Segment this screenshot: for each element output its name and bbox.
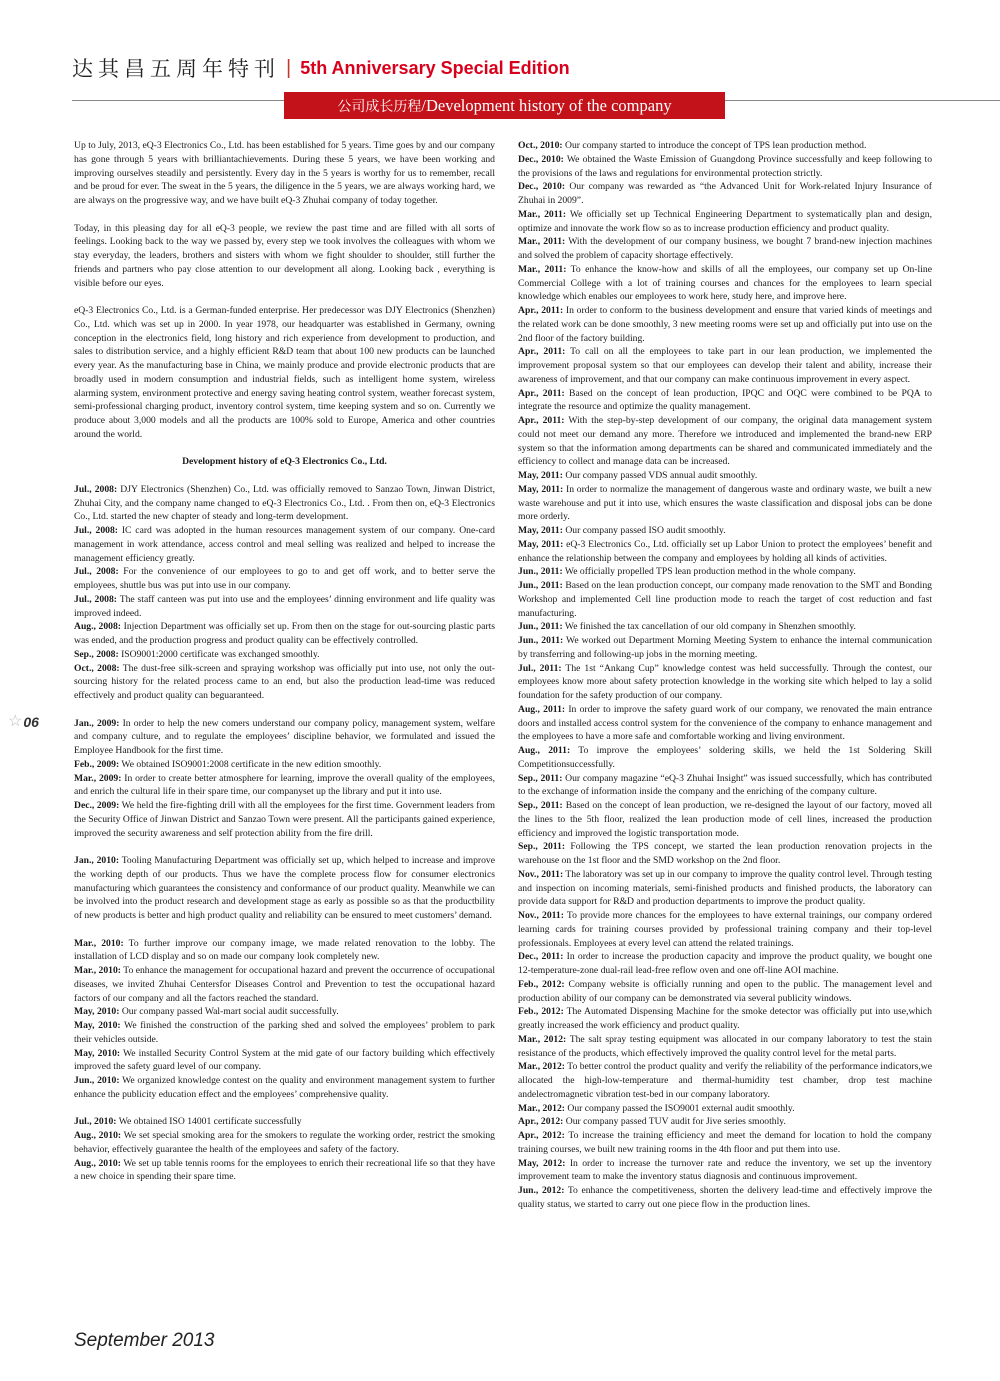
- right-column: [518, 139, 932, 1212]
- history-entry: [518, 524, 932, 538]
- history-entry: [74, 662, 495, 703]
- history-entry: [74, 964, 495, 1005]
- group-spacer: [74, 840, 495, 854]
- history-entry: [74, 717, 495, 758]
- history-entry: [518, 840, 932, 868]
- entry-text: eQ-3 Electronics Co., Ltd. officially set up Labor Union to protect the employees’ benefit and enhance the relationship between the company and employees by holding all kinds of activities.: [518, 538, 932, 564]
- entry-text: The laboratory was set up in our company to improve the quality control level. Through testing and inspection on incoming materials, semi-finished products and finished products, the laboratory can provide data support for R&D and production departments to improve the product quality.: [518, 868, 932, 908]
- entry-text: We set special smoking area for the smokers to regulate the working order, restrict the smoking behavior, effectively guarantee the health of the employees and safety of the factory.: [74, 1130, 495, 1155]
- history-entry: [74, 483, 495, 524]
- entry-date: Jul., 2008:: [74, 593, 117, 605]
- entry-date: Mar., 2011:: [518, 263, 567, 275]
- entry-date: May, 2012:: [518, 1157, 566, 1169]
- entry-date: Mar., 2010:: [74, 937, 124, 949]
- page-number: 06: [23, 714, 39, 730]
- entry-text: We held the fire-fighting drill with all the employees for the first time. Government leaders from the Security Office of Jinwan District and Sanzao Town were present. All the participants gained experience, improved the security awareness and self protection ability from the fire drill.: [74, 800, 496, 839]
- entry-text: DJY Electronics (Shenzhen) Co., Ltd. was officially removed to Sanzao Town, Jinwan District, Zhuhai City, and the company name changed to eQ-3 Electronics Co., Ltd. . From then on, eQ-3 Electronics Co., Ltd. started the new chapter of steady and long-term development.: [74, 483, 495, 523]
- entry-date: May, 2011:: [518, 470, 563, 481]
- page-number-marker: [8, 714, 39, 730]
- entry-date: Feb., 2012:: [518, 1006, 564, 1018]
- entry-text: To enhance the know-how and skills of all the employees, our company set up On-line Commercial College with a lot of training courses and chances for the employees to learn special knowledge which enables our employees to work here, study here, and improve here.: [518, 263, 932, 303]
- entry-text: We worked out Department Morning Meeting System to enhance the internal communication by transferring and following-up jobs in the morning meeting.: [518, 635, 933, 660]
- history-entry: [518, 1184, 932, 1212]
- entry-date: Mar., 2011:: [518, 208, 567, 220]
- history-entry: [74, 620, 495, 648]
- entry-date: Sep., 2008:: [74, 648, 119, 660]
- history-entry: [518, 304, 932, 345]
- entry-text: Based on the concept of lean production, IPQC and OQC were combined to be PQA to integrate the resource and optimize the quality management.: [518, 387, 932, 413]
- history-entry: [518, 469, 932, 483]
- history-entry: [518, 235, 932, 263]
- group-spacer: [74, 923, 495, 937]
- entry-text: The 1st “Ankang Cup” knowledge contest was held successfully. Through the contest, our employees know more about safety protection knowledge in the working site which helped to lay a solid foundation for the safety production of our company.: [518, 662, 932, 701]
- intro-paragraph: Up to July, 2013, eQ-3 Electronics Co., Ltd. has been established for 5 years. Time goes by and our company has gone through 5 years with brilliantachievements. During these 5 years, we have been working and improving ourselves steadily and persistently. Every day in the 5 years is worthy for us to remember, recall and be proud for ever. The sweat in the 5 years, the diligence in the 5 years, we are always working hard, we are always on the progressive way, and we have built eQ-3 Zhuhai company of today together.: [74, 140, 495, 206]
- entry-date: Jul., 2010:: [74, 1116, 117, 1128]
- entry-date: Jul., 2008:: [74, 483, 118, 495]
- group-spacer: [74, 703, 495, 717]
- history-entry: [74, 1157, 495, 1185]
- entry-text: We obtained the Waste Emission of Guangdong Province successfully and keep following to the provisions of the laws and regulations for environmental protection strictly.: [518, 153, 933, 179]
- history-entry: [74, 799, 495, 840]
- entry-date: May, 2010:: [74, 1047, 121, 1059]
- history-entry: [74, 1005, 495, 1019]
- entry-text: The Automated Dispensing Machine for the smoke detector was officially put into use,which greatly increased the work efficiency and product quality.: [518, 1006, 932, 1031]
- entry-date: May, 2010:: [74, 1020, 121, 1031]
- entry-text: To increase the training efficiency and meet the demand for location to hold the company training courses, we built new training rooms in the 4th floor and put them into use.: [518, 1130, 932, 1155]
- entry-text: We finished the tax cancellation of our old company in Shenzhen smoothly.: [562, 621, 856, 633]
- entry-text: Company website is officially running and open to the public. The management level and production ability of our company can be demonstrated via several publicity windows.: [518, 978, 932, 1004]
- history-entry: [74, 758, 495, 772]
- chinese-title: 达其昌五周年特刊: [72, 57, 280, 81]
- entry-date: Apr., 2012:: [518, 1116, 564, 1128]
- history-entry: [518, 153, 932, 181]
- history-entry: [74, 1129, 495, 1157]
- entry-date: Dec., 2009:: [74, 800, 120, 811]
- entry-date: Jul., 2008:: [74, 525, 118, 536]
- entry-date: Oct., 2010:: [518, 140, 563, 151]
- entry-text: In order to improve the safety guard work of our company, we renovated the main entrance doors and installed access control system for the convenience of the company to enhance management and the employees to have a more safe and comfortable working and living environment.: [518, 703, 933, 743]
- entry-text: The staff canteen was put into use and the employees’ dinning environment and life quality was improved indeed.: [74, 593, 496, 619]
- history-entry: [518, 565, 932, 579]
- entry-date: May, 2011:: [518, 538, 564, 550]
- history-entry: [518, 1102, 932, 1116]
- history-entry: [518, 208, 932, 236]
- entry-date: Mar., 2012:: [518, 1102, 565, 1114]
- entry-date: Jun., 2012:: [518, 1185, 565, 1196]
- entry-text: With the step-by-step development of our company, the original data management system could not meet our demand any more. Therefore we introduced and implemented the brand-new ERP system so that the information among departments can be shared and communicated immediately and the efficiency to collect and manage data can be increased.: [518, 415, 932, 468]
- history-entry: [518, 414, 932, 469]
- section-title-cn: 公司成长历程: [337, 98, 422, 115]
- history-entry: [518, 139, 932, 153]
- entry-text: To enhance the management for occupational hazard and prevent the occurrence of occupational diseases, we invited Zhuhai Centersfor Diseases Control and Prevention to test the occupational hazard factors of our company and all the factors reached the standard.: [74, 965, 495, 1004]
- history-entry: [74, 593, 495, 621]
- history-entry: [74, 1115, 495, 1129]
- history-entries-left: [74, 483, 495, 1184]
- section-title-slash: /: [421, 95, 426, 115]
- history-entry: [518, 345, 932, 386]
- page-header: [72, 52, 570, 84]
- entry-date: Mar., 2009:: [74, 772, 122, 784]
- title-separator: |: [286, 56, 292, 79]
- entry-date: Nov., 2011:: [518, 868, 564, 880]
- entry-text: To enhance the competitiveness, shorten the delivery lead-time and effectively improve the quality status, we started to carry out one piece flow in the production lines.: [518, 1185, 932, 1210]
- entry-text: We officially propelled TPS lean production method in the whole company.: [562, 566, 856, 578]
- section-title-en: Development history of the company: [425, 95, 672, 115]
- history-entry: [518, 1129, 932, 1157]
- entry-date: Feb., 2009:: [74, 758, 120, 770]
- entry-date: Aug., 2011:: [518, 703, 566, 715]
- entry-text: The dust-free silk-screen and spraying workshop was officially put into use, not only the out-sourcing history for the related process came to an end, but also the production lead-time was reduced effectively and product quality can beguaranteed.: [74, 662, 496, 701]
- entry-text: We organized knowledge contest on the quality and environment management system to further enhance the publicity education effect and the employees’ comprehensive quality.: [74, 1075, 495, 1100]
- entry-text: In order to increase the production capacity and improve the product quality, we bought one 12-temperature-zone dual-rail lead-free reflow oven and one off-line AOI machine.: [518, 951, 933, 976]
- entry-text: We installed Security Control System at the mid gate of our factory building which effectively improved the safety guard level of our company.: [74, 1047, 495, 1073]
- entry-date: Jul., 2008:: [74, 566, 119, 578]
- entry-date: Mar., 2012:: [518, 1061, 565, 1073]
- entry-date: Jul., 2011:: [518, 662, 562, 674]
- history-entry: [518, 1060, 932, 1101]
- history-entry: [74, 1019, 495, 1047]
- entry-text: Our company passed Wal-mart social audit successfully.: [119, 1006, 339, 1018]
- entry-text: To better control the product quality and verify the reliability of the performance indicators,we allocated the high-low-temperature and thermal-humidity test chamber, drop test machine andelectromagnetic vibration test-bed in our company laboratory.: [518, 1061, 932, 1100]
- history-entry: [74, 772, 495, 800]
- entry-text: Our company passed VDS annual audit smoothly.: [562, 470, 758, 481]
- history-entry: [74, 524, 495, 565]
- entry-date: Dec., 2010:: [518, 181, 566, 193]
- entry-date: Jun., 2011:: [518, 566, 563, 578]
- entry-text: The salt spray testing equipment was allocated in our company laboratory to test the stain resistance of the products, which effectively improved the quality control level for the metal parts.: [518, 1033, 932, 1059]
- entry-text: To provide more chances for the employees to have external trainings, our company ordered learning cards for training courses provided by professional training company and their top-level professionals. Employees at every level can attend the related trainings.: [518, 910, 932, 949]
- history-entry: [518, 744, 932, 772]
- entry-text: IC card was adopted in the human resources management system of our company. One-card management in work attendance, access control and meal selling was realized and helped to increase the management efficiency greatly.: [74, 525, 495, 564]
- history-entry: [518, 620, 932, 634]
- history-entry: [518, 772, 932, 800]
- entry-date: Jun., 2011:: [518, 580, 563, 591]
- entry-text: We obtained ISO9001:2008 certificate in the new edition smoothly.: [119, 758, 382, 770]
- history-entry: [74, 1074, 495, 1102]
- history-entry: [518, 1005, 932, 1033]
- history-entry: [518, 1033, 932, 1061]
- entry-date: Aug., 2010:: [74, 1157, 121, 1169]
- history-entry: [518, 263, 932, 304]
- history-entry: [74, 648, 495, 662]
- english-title: 5th Anniversary Special Edition: [300, 57, 570, 78]
- history-entry: [518, 387, 932, 415]
- section-rule-right: [725, 100, 1000, 101]
- entry-date: Apr., 2011:: [518, 415, 565, 426]
- issue-date-footer: September 2013: [74, 1330, 215, 1351]
- entry-text: Our company was rewarded as “the Advanced Unit for Work-related Injury Insurance of Zhuhai in 2009”.: [518, 181, 932, 206]
- entry-text: We obtained ISO 14001 certificate successfully: [116, 1116, 302, 1128]
- entry-date: Apr., 2011:: [518, 305, 564, 316]
- entry-text: To improve the employees’ soldering skills, we held the 1st Soldering Skill Competitionsuccessfully.: [518, 745, 932, 770]
- entry-text: Our company passed TUV audit for Jive series smoothly.: [563, 1116, 786, 1128]
- entry-date: Oct., 2008:: [74, 662, 120, 674]
- history-entry: [518, 579, 932, 620]
- history-entry: [518, 1115, 932, 1129]
- entry-date: Aug., 2011:: [518, 745, 571, 756]
- history-entry: [518, 799, 932, 840]
- history-entry: [518, 1157, 932, 1185]
- entry-text: We finished the construction of the parking shed and solved the employees’ problem to park their vehicles outside.: [74, 1020, 495, 1045]
- entry-date: Aug., 2010:: [74, 1130, 122, 1141]
- entry-date: Mar., 2012:: [518, 1033, 567, 1045]
- entry-text: With the development of our company business, we bought 7 brand-new injection machines and solved the problem of capacity shortage effectively.: [518, 236, 932, 261]
- history-entry: [518, 483, 932, 524]
- section-rule-left: [72, 100, 284, 101]
- history-entry: [518, 180, 932, 208]
- entry-text: ISO9001:2000 certificate was exchanged smoothly.: [118, 648, 320, 660]
- history-subheading: Development history of eQ-3 Electronics Co., Ltd.: [182, 456, 387, 468]
- entry-text: For the convenience of our employees to go to and get off work, and to better serve the employees, shuttle bus was put into use in our company.: [74, 566, 495, 591]
- entry-text: Based on the concept of lean production, we re-designed the layout of our factory, moved all the lines to the 5th floor, realized the lean production mode of cell lines, increased the production efficiency and improved the logistic transportation mode.: [518, 800, 933, 839]
- entry-date: Sep., 2011:: [518, 800, 563, 811]
- entry-text: Based on the lean production concept, our company made renovation to the SMT and Bonding Workshop and implemented Cell line production mode to reach the target of cost reduction and fast manufacturing.: [518, 580, 932, 619]
- entry-date: Jan., 2010:: [74, 855, 120, 866]
- entry-text: Injection Department was officially set up. From then on the stage for out-sourcing plastic parts was ended, and the production progress and product quality can be effectively controlled.: [74, 621, 496, 646]
- section-title-band: [284, 92, 725, 119]
- entry-date: Mar., 2010:: [74, 965, 121, 976]
- entry-date: Aug., 2008:: [74, 621, 122, 633]
- entry-text: We set up table tennis rooms for the employees to enrich their recreational life so that they have a new choice in spending their spare time.: [74, 1157, 496, 1183]
- history-entry: [74, 565, 495, 593]
- entry-text: Our company passed ISO audit smoothly.: [562, 525, 726, 536]
- intro-paragraph: eQ-3 Electronics Co., Ltd. is a German-funded enterprise. Her predecessor was DJY Electronics (Shenzhen) Co., Ltd. which was set up in 2000. In year 1978, our headquarter was established in Germany, owning conception in the electronics field, long history and rich experience from development to production, and sales to distribution service, and a highly efficient R&D team that about 100 new products can be launched every year. As the manufacturing base in China, we mainly produce and provide electronic products that are broadly used in modern consumption and industrial fields, such as intelligent home system, wireless alarming system, environment protective and energy saving heating control system, weather forecast system, semi-professional charging product, inventory control system, time keeping system and so on. Currently we produce about 3,000 models and all the products are 100% sold to Europe, America and other countries around the world.: [74, 305, 495, 440]
- history-entry: [518, 662, 932, 703]
- entry-text: In order to create better atmosphere for learning, improve the overall quality of the employees, and enrich the cultural life in their spare time, our companyset up the library and put it into use.: [74, 772, 495, 798]
- entry-date: Jun., 2011:: [518, 635, 564, 646]
- entry-text: In order to help the new comers understand our company policy, management system, welfare and company culture, and to regulate the employees’ discipline behavior, we formulated and issued the Employee Handbook for the first time.: [74, 717, 496, 756]
- history-entry: [518, 538, 932, 566]
- history-entry: [518, 978, 932, 1006]
- entry-date: Dec., 2011:: [518, 951, 564, 963]
- entry-date: Jun., 2011:: [518, 621, 563, 633]
- entry-date: May, 2011:: [518, 525, 563, 536]
- left-column: [74, 139, 495, 1184]
- history-entry: [518, 703, 932, 744]
- entry-text: In order to conform to the business development and ensure that varied kinds of meetings and the related work can be done smoothly, 3 new meeting rooms were set up and officially put into use on the 2nd floor of the factory building.: [518, 305, 932, 344]
- entry-date: Apr., 2012:: [518, 1130, 565, 1141]
- entry-date: May, 2010:: [74, 1006, 120, 1018]
- history-entry: [74, 1047, 495, 1075]
- entry-date: Feb., 2012:: [518, 978, 565, 990]
- history-entries-right: [518, 139, 932, 1212]
- entry-date: Sep., 2011:: [518, 841, 566, 853]
- entry-date: Mar., 2011:: [518, 236, 566, 248]
- history-entry: [74, 937, 495, 965]
- star-icon: ☆: [8, 713, 23, 730]
- entry-text: To further improve our company image, we made related renovation to the lobby. The installation of LCD display and so on made our company look completely new.: [74, 937, 495, 963]
- history-entry: [518, 909, 932, 950]
- history-entry: [518, 950, 932, 978]
- entry-date: May, 2011:: [518, 483, 564, 495]
- entry-text: Our company magazine “eQ-3 Zhuhai Insight” was issued successfully, which has contributed to the exchange of information inside the company and the enriching of the company culture.: [518, 772, 932, 798]
- entry-text: In order to normalize the management of dangerous waste and ordinary waste, we built a new waste warehouse and put it into use, which ensures the waste classification and disposal jobs can be done more orderly.: [518, 483, 932, 523]
- entry-text: Following the TPS concept, we started the lean production renovation projects in the warehouse on the 1st floor and the SMD workshop on the 2nd floor.: [518, 841, 932, 866]
- entry-date: Apr., 2011:: [518, 346, 566, 358]
- entry-text: To call on all the employees to take part in our lean production, we implemented the improvement proposal system so that our employees can develop their talent and ability, increase their awareness of improvement, and that our company can make continuous improvement in every aspect.: [518, 346, 932, 385]
- entry-date: Jan., 2009:: [74, 717, 120, 729]
- entry-text: Our company passed the ISO9001 external audit smoothly.: [564, 1102, 795, 1114]
- history-entry: [518, 868, 932, 909]
- entry-text: Tooling Manufacturing Department was officially set up, which helped to increase and improve the working depth of our products. Thus we have the complete process flow for consumer electronics manufacturing which guarantees the consistency and conformance of our product quality. Meanwhile we can be involved into the product research and development stage as early as possible so as that the productbility of new products is better and high product quality and reliability can be ensured to meet customers’ demand.: [74, 855, 495, 921]
- intro-paragraph: Today, in this pleasing day for all eQ-3 people, we review the past time and are filled with all sorts of feelings. Looking back to the way we passed by, every step we took involves the colleagues with whom we stay everyday, the leaders, brothers and sisters with whom we fight shoulder to shoulder, still further the friends and partners who pay close attention to our development all along. Looking back , everything is visible before our eyes.: [74, 222, 495, 289]
- group-spacer: [74, 1102, 495, 1116]
- entry-date: Dec., 2010:: [518, 153, 564, 165]
- entry-date: Sep., 2011:: [518, 772, 563, 784]
- entry-date: Jun., 2010:: [74, 1075, 120, 1086]
- entry-date: Nov., 2011:: [518, 910, 564, 921]
- history-entry: [74, 854, 495, 923]
- entry-text: We officially set up Technical Engineering Department to systematically plan and design, optimize and innovate the work flow so as to increase production efficiency and product quality.: [518, 208, 932, 234]
- history-entry: [518, 634, 932, 662]
- entry-text: Our company started to introduce the concept of TPS lean production method.: [562, 140, 867, 151]
- entry-text: In order to increase the turnover rate and reduce the inventory, we set up the inventory improvement team to make the inventory status diagnosis and continuous improvement.: [518, 1157, 932, 1183]
- entry-date: Apr., 2011:: [518, 387, 565, 399]
